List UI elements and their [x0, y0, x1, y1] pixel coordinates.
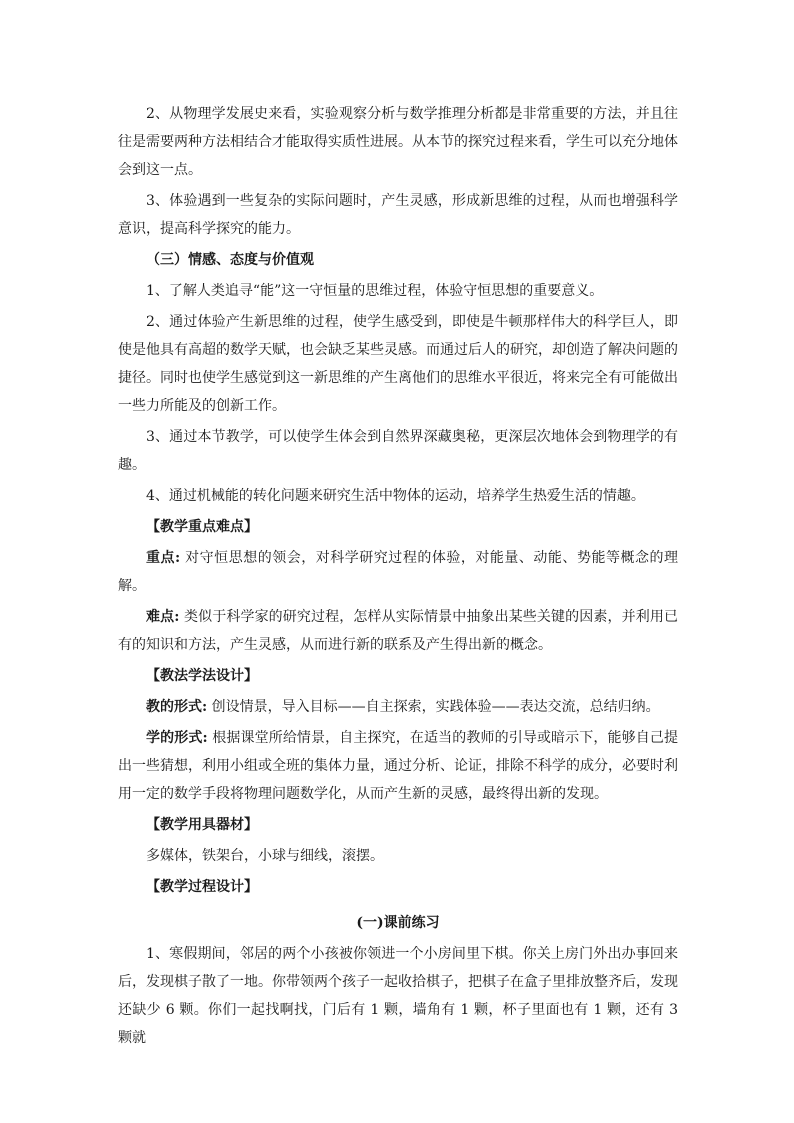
subsection-heading-pre-class-exercise: (一)课前练习	[356, 915, 440, 931]
paragraph-new-thinking: 2、通过体验产生新思维的过程，使学生感受到，即使是牛顿那样伟大的科学巨人，即使是他具有高超的数学天赋，也会缺乏某些灵感。而通过后人的研究，却创造了解决问题的捷径。同时也使学生感觉到这一新思维的产生离他们的思维水平很近，将来完全有可能做出一些力所能及的创新工作。	[118, 314, 678, 414]
teaching-form-text: 创设情景，导入目标——自主探索，实践体验——表达交流，总结归纳。	[207, 699, 660, 715]
paragraph-love-life: 4、通过机械能的转化问题来研究生活中物体的运动，培养学生热爱生活的情趣。	[146, 488, 645, 504]
difficult-point-label: 难点:	[146, 609, 180, 625]
section-heading-key-difficult-points: 【教学重点难点】	[146, 519, 258, 535]
difficult-point-text: 类似于科学家的研究过程，怎样从实际情景中抽象出某些关键的因素，并利用已有的知识和方法，产生灵感，从而进行新的联系及产生得出新的概念。	[118, 609, 678, 653]
section-heading-teaching-methods: 【教法学法设计】	[146, 668, 258, 684]
paragraph-exercise-one: 1、寒假期间，邻居的两个小孩被你领进一个小房间里下棋。你关上房门外出办事回来后，发现棋子散了一地。你带领两个孩子一起收拾棋子，把棋子在盒子里排放整齐后，发现还缺少 6 颗。你们一起找啊找，门后有 1 颗，墙角有 1 颗，杯子里面也有 1 颗，还有 3 颗就	[118, 946, 678, 1046]
paragraph-equipment-list: 多媒体，铁架台，小球与细线，滚摆。	[146, 848, 384, 864]
key-point-text: 对守恒思想的领会，对科学研究过程的体验，对能量、动能、势能等概念的理解。	[118, 550, 679, 594]
paragraph-key-point	[118, 544, 678, 600]
paragraph-nature-mystery: 3、通过本节教学，可以使学生体会到自然界深藏奥秘，更深层次地体会到物理学的有趣。	[118, 429, 678, 473]
paragraph-inspiration-experience: 3、体验遇到一些复杂的实际问题时，产生灵感，形成新思维的过程，从而也增强科学意识，提高科学探究的能力。	[118, 193, 678, 237]
learning-form-label: 学的形式:	[146, 730, 208, 746]
key-point-label: 重点:	[146, 550, 181, 566]
paragraph-teaching-form	[118, 693, 678, 721]
paragraph-difficult-point	[118, 603, 678, 659]
learning-form-text: 根据课堂所给情景，自主探究，在适当的教师的引导或暗示下，能够自己提出一些猜想，利用小组或全班的集体力量，通过分析、论证，排除不科学的成分，必要时利用一定的数学手段将物理问题数学化，从而产生新的灵感，最终得出新的发现。	[118, 730, 679, 802]
paragraph-learning-form	[118, 724, 678, 808]
paragraph-conservation-thinking: 1、了解人类追寻“能”这一守恒量的思维过程，体验守恒思想的重要意义。	[146, 283, 604, 299]
document-body	[118, 100, 678, 1055]
section-heading-teaching-process: 【教学过程设计】	[146, 879, 258, 895]
section-heading-emotion-attitude: （三）情感、态度与价值观	[146, 252, 314, 268]
section-heading-teaching-equipment: 【教学用具器材】	[146, 817, 258, 833]
paragraph-method-history: 2、从物理学发展史来看，实验观察分析与数学推理分析都是非常重要的方法，并且往往是需要两种方法相结合才能取得实质性进展。从本节的探究过程来看，学生可以充分地体会到这一点。	[118, 106, 678, 178]
teaching-form-label: 教的形式:	[146, 699, 208, 715]
